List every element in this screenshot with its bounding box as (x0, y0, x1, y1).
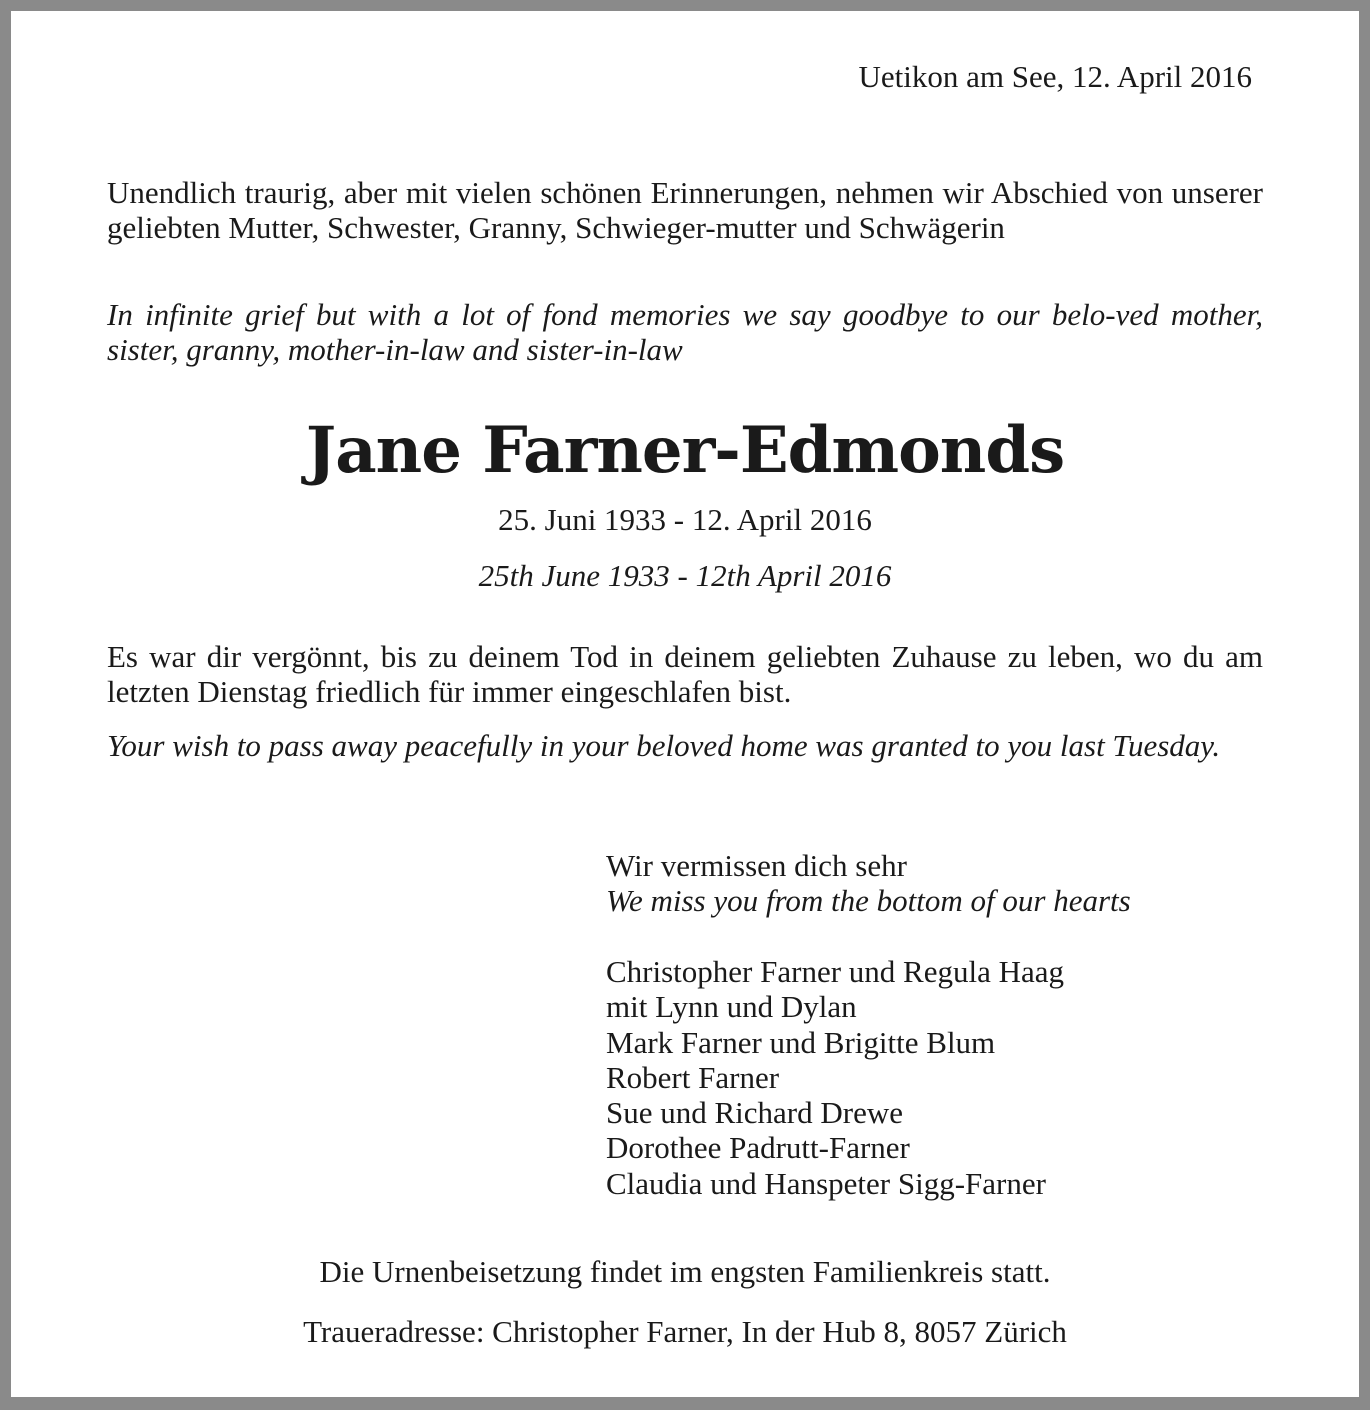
intro-english: In infinite grief but with a lot of fond memories we say goodbye to our belo-ved mother, sister, granny, mother-in-law and sister-in-law (107, 297, 1263, 367)
family-member: Dorothee Padrutt-Farner (606, 1130, 910, 1166)
family-member: Mark Farner und Brigitte Blum (606, 1024, 996, 1060)
mourning-address: Traueradresse: Christopher Farner, In der Hub 8, 8057 Zürich (303, 1314, 1067, 1349)
family-list (606, 954, 1064, 1201)
family-member: Claudia und Hanspeter Sigg-Farner (606, 1165, 1046, 1201)
miss-german: Wir vermissen dich sehr (606, 848, 907, 883)
wish-english: Your wish to pass away peacefully in your beloved home was granted to you last Tuesday. (107, 728, 1221, 763)
family-member: mit Lynn und Dylan (606, 989, 857, 1025)
life-dates-english: 25th June 1933 - 12th April 2016 (478, 558, 892, 593)
obituary-notice (11, 11, 1359, 1397)
urn-burial-note: Die Urnenbeisetzung findet im engsten Familienkreis statt. (319, 1254, 1051, 1289)
miss-english: We miss you from the bottom of our hearts (606, 883, 1131, 918)
deceased-name: Jane Farner-Edmonds (305, 413, 1065, 488)
family-member: Sue und Richard Drewe (606, 1095, 903, 1131)
family-member: Christopher Farner und Regula Haag (606, 954, 1064, 989)
family-member: Robert Farner (606, 1059, 780, 1095)
place-date: Uetikon am See, 12. April 2016 (858, 59, 1252, 94)
intro-german: Unendlich traurig, aber mit vielen schönen Erinnerungen, nehmen wir Abschied von unserer geliebten Mutter, Schwester, Granny, Schwieger-mutter und Schwägerin (107, 175, 1263, 245)
life-dates-german: 25. Juni 1933 - 12. April 2016 (498, 502, 872, 537)
wish-german: Es war dir vergönnt, bis zu deinem Tod in deinem geliebten Zuhause zu leben, wo du am letzten Dienstag friedlich für immer eingeschlafen bist. (107, 639, 1263, 709)
